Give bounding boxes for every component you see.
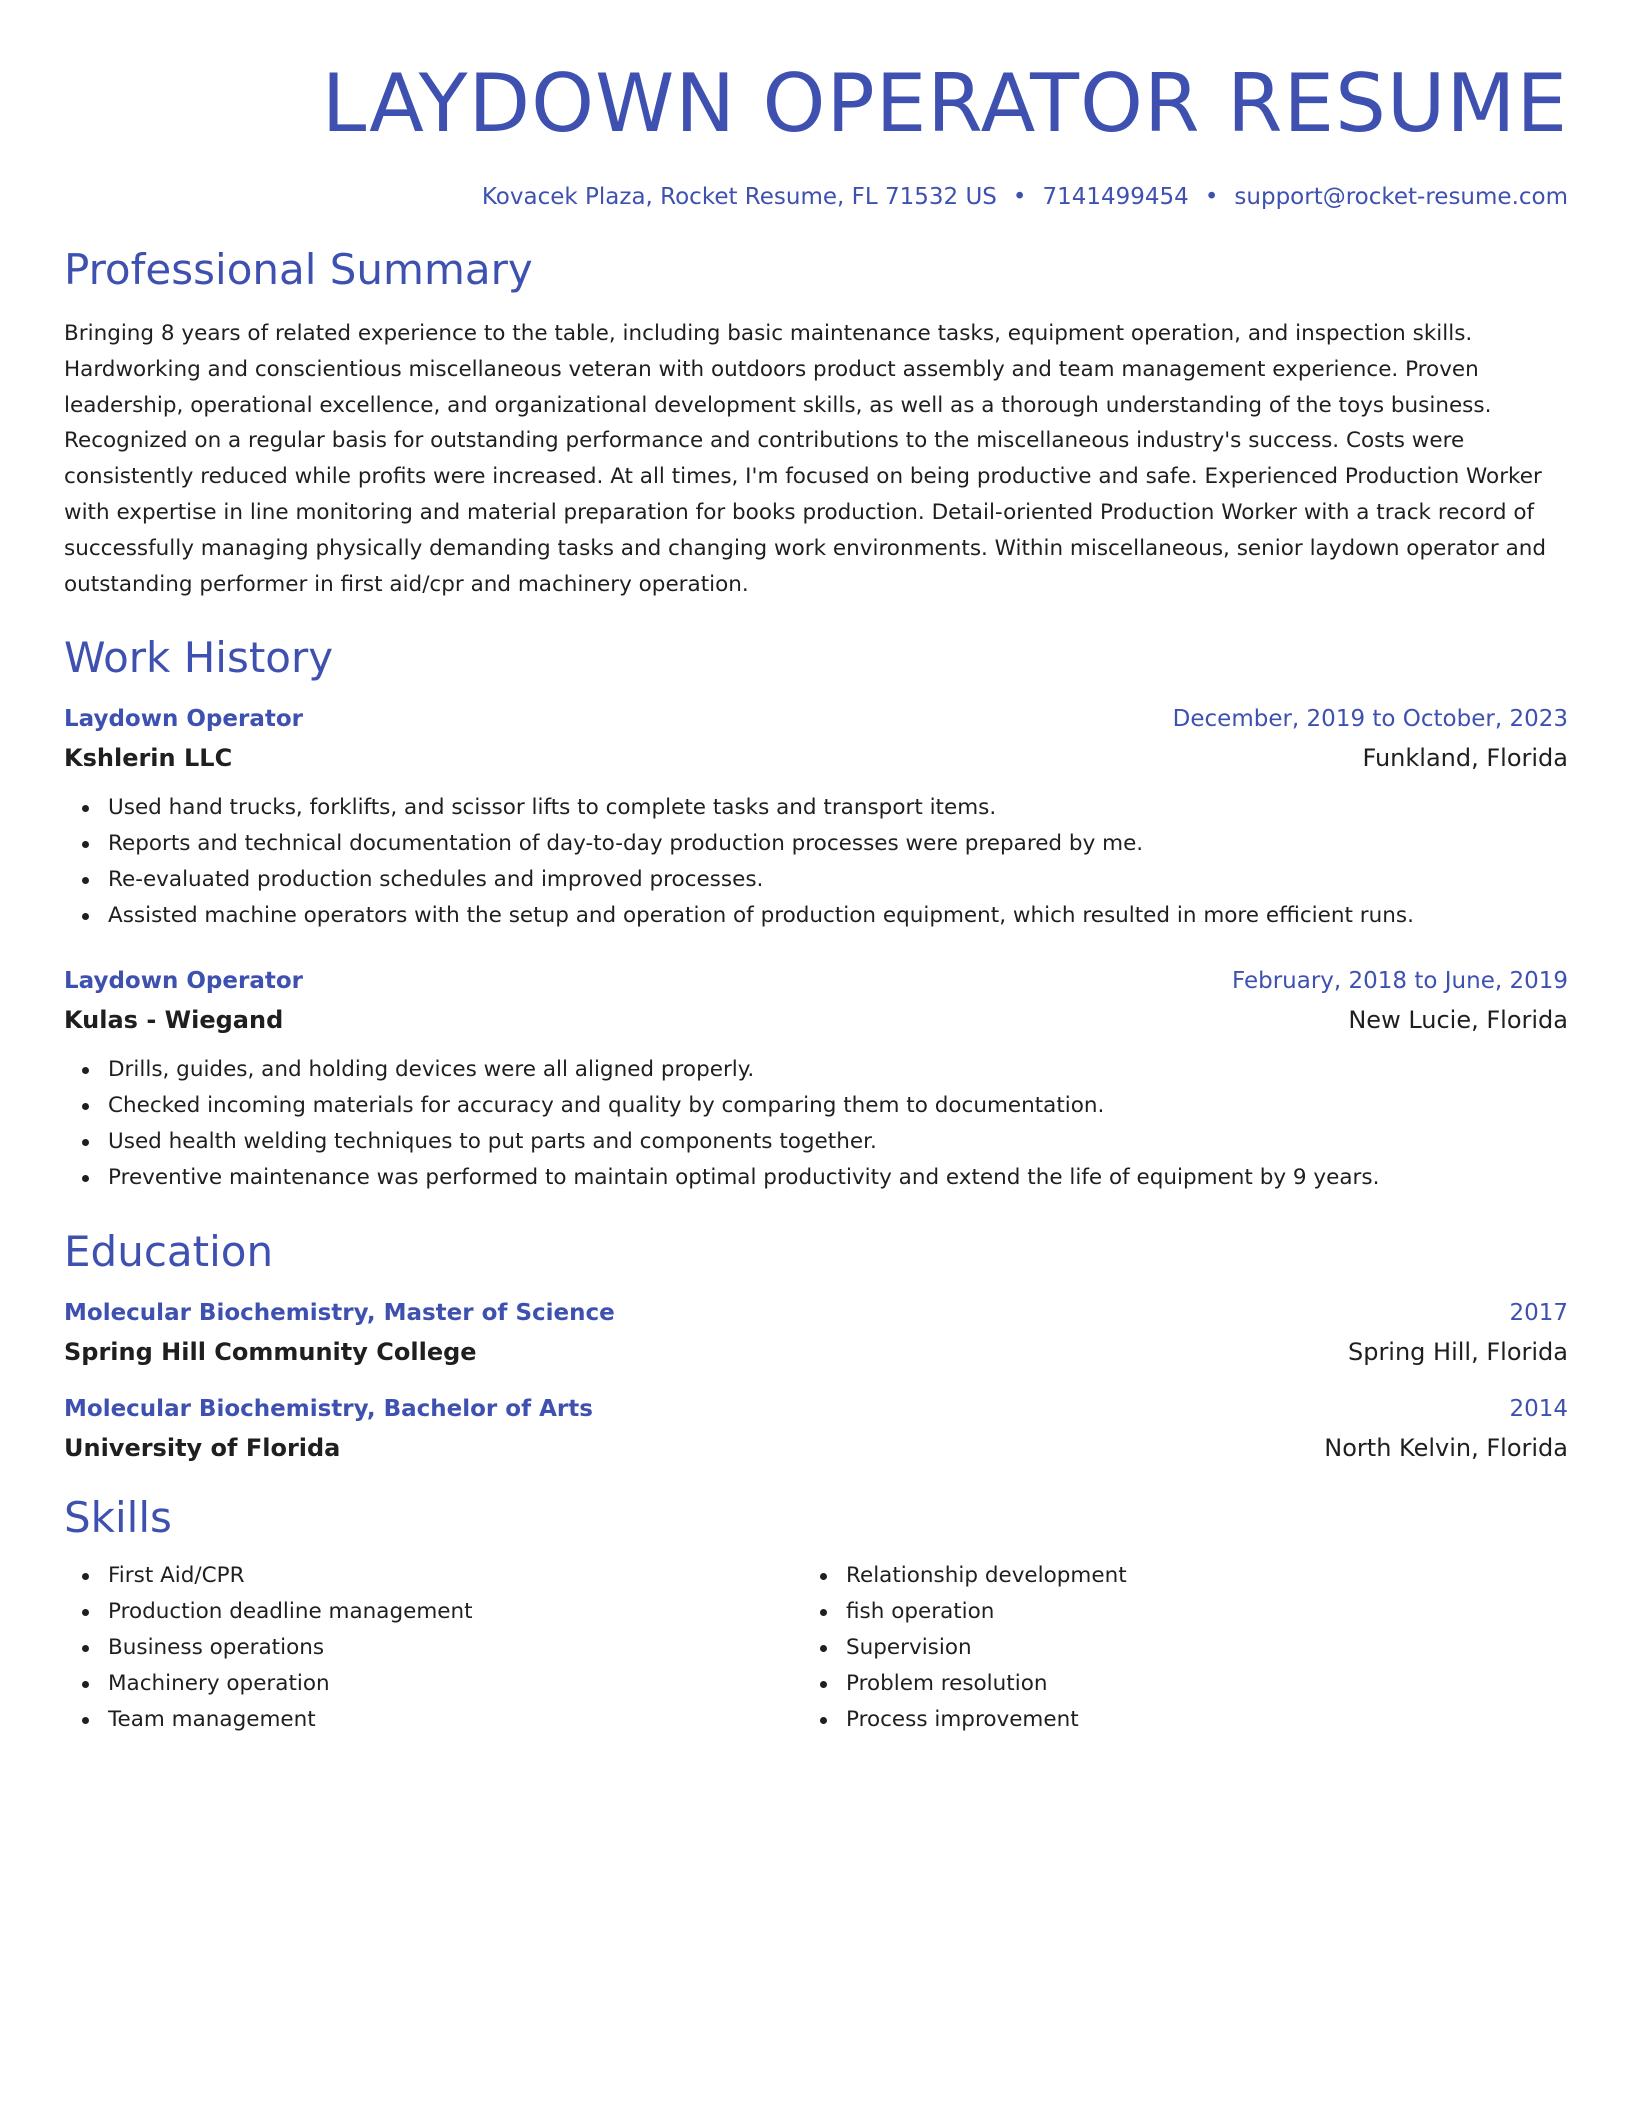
job-org-row — [64, 744, 1568, 772]
job-bullet: Checked incoming materials for accuracy and quality by comparing them to documentation. — [108, 1088, 1568, 1124]
education-school: Spring Hill Community College — [64, 1338, 477, 1367]
skill-item: Process improvement — [846, 1702, 1540, 1738]
job-bullets — [64, 790, 1568, 934]
education-location: Spring Hill, Florida — [1347, 1338, 1568, 1367]
education-header-row — [64, 1396, 1568, 1422]
job-bullet: Reports and technical documentation of day-to-day production processes were prepared by me. — [108, 826, 1568, 862]
education-degree: Molecular Biochemistry, Master of Science — [64, 1300, 615, 1327]
job-location: New Lucie, Florida — [1348, 1006, 1568, 1035]
education-year: 2017 — [1509, 1300, 1568, 1327]
job-location: Funkland, Florida — [1362, 744, 1568, 773]
skill-item: Business operations — [108, 1630, 802, 1666]
skills-list — [64, 1558, 802, 1738]
section-title-skills: Skills — [64, 1493, 172, 1543]
job-bullet: Re-evaluated production schedules and improved processes. — [108, 862, 1568, 898]
job-dates: February, 2018 to June, 2019 — [1231, 968, 1568, 995]
job-bullet: Used health welding techniques to put parts and components together. — [108, 1124, 1568, 1160]
job-bullet: Used hand trucks, forklifts, and scissor lifts to complete tasks and transport items. — [108, 790, 1568, 826]
resume-title: LAYDOWN OPERATOR RESUME — [321, 57, 1568, 150]
contact-line — [64, 184, 1568, 210]
skill-item: Relationship development — [846, 1558, 1540, 1594]
skill-item: Production deadline management — [108, 1594, 802, 1630]
job-bullet: Drills, guides, and holding devices were all aligned properly. — [108, 1052, 1568, 1088]
skills-list — [802, 1558, 1540, 1738]
job-role: Laydown Operator — [64, 706, 303, 733]
contact-email: support@rocket-resume.com — [1234, 184, 1568, 210]
skill-item: Supervision — [846, 1630, 1540, 1666]
education-location: North Kelvin, Florida — [1324, 1434, 1568, 1463]
section-title-work-history: Work History — [64, 633, 334, 683]
education-degree: Molecular Biochemistry, Bachelor of Arts — [64, 1396, 593, 1423]
job-dates: December, 2019 to October, 2023 — [1172, 706, 1568, 733]
section-title-education: Education — [64, 1227, 274, 1277]
education-school-row — [64, 1338, 1568, 1366]
skill-item: fish operation — [846, 1594, 1540, 1630]
job-bullets — [64, 1052, 1568, 1196]
job-role: Laydown Operator — [64, 968, 303, 995]
job-header-row — [64, 968, 1568, 994]
skill-item: First Aid/CPR — [108, 1558, 802, 1594]
job-bullet: Preventive maintenance was performed to maintain optimal productivity and extend the life of equipment by 9 years. — [108, 1160, 1568, 1196]
skills-grid — [64, 1558, 1568, 1738]
job-org-row — [64, 1006, 1568, 1034]
education-school: University of Florida — [64, 1434, 341, 1463]
education-header-row — [64, 1300, 1568, 1326]
education-entry — [64, 1300, 1568, 1366]
education-entry — [64, 1396, 1568, 1462]
job-company: Kulas - Wiegand — [64, 1006, 284, 1035]
section-title-summary: Professional Summary — [64, 245, 533, 294]
skills-column-right — [802, 1558, 1540, 1738]
contact-separator: • — [1012, 184, 1027, 210]
job-entry — [64, 968, 1568, 1196]
skill-item: Team management — [108, 1702, 802, 1738]
contact-phone: 7141499454 — [1042, 184, 1189, 210]
job-company: Kshlerin LLC — [64, 744, 233, 773]
contact-separator: • — [1204, 184, 1219, 210]
job-entry — [64, 706, 1568, 934]
summary-text: Bringing 8 years of related experience to the table, including basic maintenance tasks, equipment operation, and inspection skills. Hardworking and conscientious miscellaneous veteran with outdoors product assembly and team management experience. Proven leadership, operational excellence, and organizational development skills, as well as a thorough understanding of the toys business. Recognized on a regular basis for outstanding performance and contributions to the miscellaneous industry's success. Costs were consistently reduced while profits were increased. At all times, I'm focused on being productive and safe. Experienced Production Worker with expertise in line monitoring and material preparation for books production. Detail-oriented Production Worker with a track record of successfully managing physically demanding tasks and changing work environments. Within miscellaneous, senior laydown operator and outstanding performer in first aid/cpr and machinery operation. — [64, 321, 1547, 597]
job-bullet: Assisted machine operators with the setup and operation of production equipment, which resulted in more efficient runs. — [108, 898, 1568, 934]
education-year: 2014 — [1509, 1396, 1568, 1423]
job-header-row — [64, 706, 1568, 732]
contact-address: Kovacek Plaza, Rocket Resume, FL 71532 US — [481, 184, 997, 210]
education-school-row — [64, 1434, 1568, 1462]
skills-column-left — [64, 1558, 802, 1738]
skill-item: Problem resolution — [846, 1666, 1540, 1702]
skill-item: Machinery operation — [108, 1666, 802, 1702]
